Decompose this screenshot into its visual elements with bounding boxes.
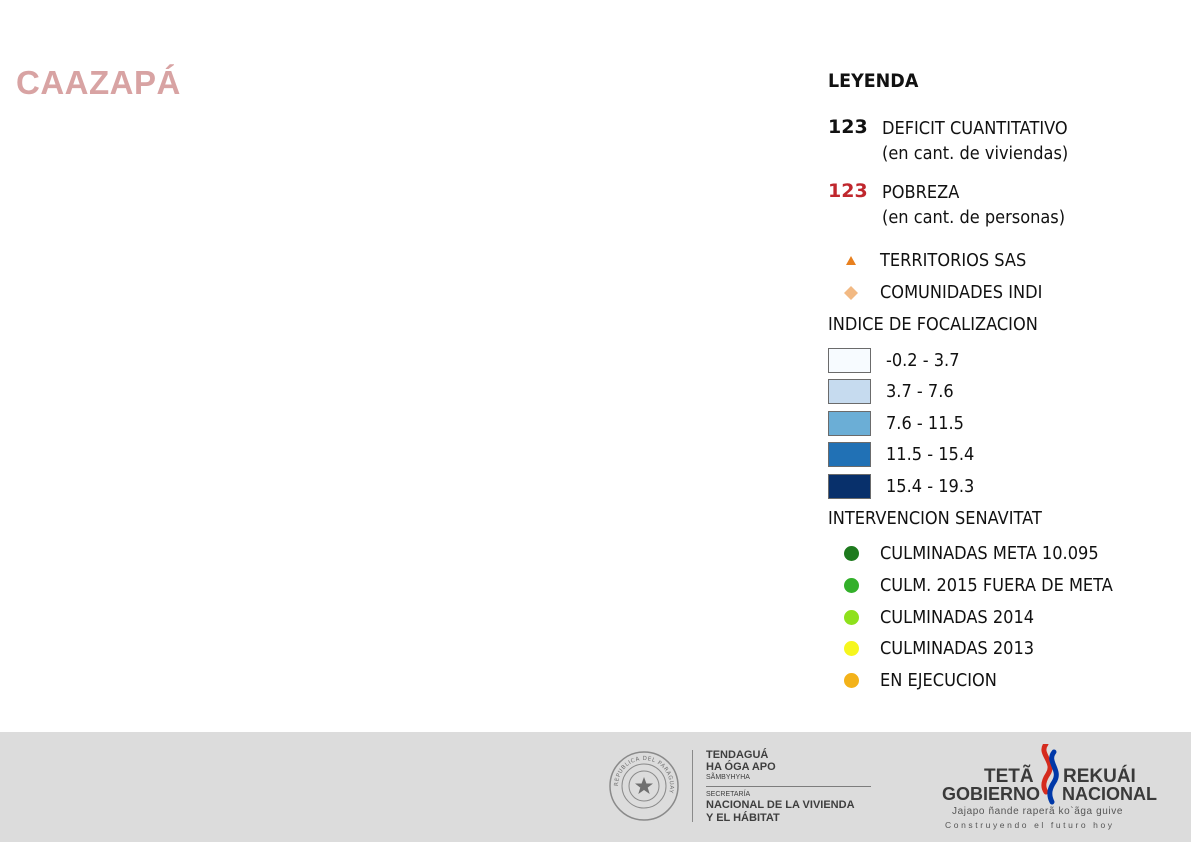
class-swatch xyxy=(828,379,871,404)
class-label: 3.7 - 7.6 xyxy=(886,381,954,402)
gobierno-nacional-logo xyxy=(940,744,1170,834)
class-label: -0.2 - 3.7 xyxy=(886,350,960,371)
intervencion-item xyxy=(828,668,1168,694)
deficit-number-sample: 123 xyxy=(828,116,868,138)
secretaria-line5: NACIONAL DE LA VIVIENDA xyxy=(706,799,855,811)
pobreza-label-line2: (en cant. de personas) xyxy=(882,207,1066,228)
intervencion-label: CULMINADAS 2013 xyxy=(880,638,1035,659)
comunidades-indi-label: COMUNIDADES INDI xyxy=(880,282,1043,303)
legend-item-pobreza xyxy=(828,180,1168,232)
status-dot-icon xyxy=(844,610,859,625)
focalizacion-class xyxy=(828,473,1168,501)
footer-bar xyxy=(0,732,1191,842)
secretaria-line2: HA ÓGA APO xyxy=(706,761,776,773)
status-dot-icon xyxy=(844,546,859,561)
intervencion-label: CULM. 2015 FUERA DE META xyxy=(880,575,1113,596)
footer-divider xyxy=(692,750,693,822)
deficit-label xyxy=(882,116,1068,166)
map-canvas[interactable] xyxy=(0,100,800,720)
legend-title: LEYENDA xyxy=(828,70,919,92)
gobierno-word4: NACIONAL xyxy=(1062,784,1157,804)
class-label: 7.6 - 11.5 xyxy=(886,413,964,434)
gobierno-tagline-guarani: Jajapo ñande raperã ko`ãga guive xyxy=(952,806,1123,817)
class-label: 11.5 - 15.4 xyxy=(886,444,975,465)
intervencion-heading: INTERVENCION SENAVITAT xyxy=(828,508,1042,529)
secretaria-line3: SÃMBYHYHA xyxy=(706,774,750,781)
deficit-label-line2: (en cant. de viviendas) xyxy=(882,143,1069,164)
legend-item-deficit xyxy=(828,116,1168,168)
intervencion-item xyxy=(828,573,1168,599)
status-dot-icon xyxy=(844,578,859,593)
focalizacion-heading: INDICE DE FOCALIZACION xyxy=(828,314,1038,335)
intervencion-label: EN EJECUCION xyxy=(880,670,997,691)
intervencion-item xyxy=(828,636,1168,662)
pobreza-label xyxy=(882,180,1065,230)
map-legend xyxy=(828,68,1178,708)
focalizacion-class xyxy=(828,441,1168,469)
gobierno-word2: REKUÁI xyxy=(1063,766,1136,787)
territorios-sas-label: TERRITORIOS SAS xyxy=(880,250,1027,271)
intervencion-item xyxy=(828,541,1168,567)
triangle-icon xyxy=(842,252,860,270)
pobreza-number-sample: 123 xyxy=(828,180,868,202)
intervencion-item xyxy=(828,605,1168,631)
gobierno-word1: TETÃ xyxy=(984,766,1034,787)
intervencion-label: CULMINADAS META 10.095 xyxy=(880,543,1099,564)
gobierno-tagline-spanish: Construyendo el futuro hoy xyxy=(945,820,1115,830)
page-title: CAAZAPÁ xyxy=(16,64,181,101)
status-dot-icon xyxy=(844,641,859,656)
deficit-label-line1: DEFICIT CUANTITATIVO xyxy=(882,118,1068,139)
focalizacion-class xyxy=(828,347,1168,375)
pobreza-label-line1: POBREZA xyxy=(882,182,960,203)
gobierno-word3: GOBIERNO xyxy=(942,784,1041,804)
legend-item-comunidades-indi xyxy=(828,280,1168,306)
class-swatch xyxy=(828,411,871,436)
class-swatch xyxy=(828,348,871,373)
secretaria-line4: SECRETARÍA xyxy=(706,791,751,798)
diamond-icon xyxy=(842,284,860,302)
secretaria-line6: Y EL HÁBITAT xyxy=(706,812,780,824)
senavitat-wordmark xyxy=(706,749,876,825)
focalizacion-class xyxy=(828,378,1168,406)
status-dot-icon xyxy=(844,673,859,688)
national-seal-icon xyxy=(608,750,680,822)
focalizacion-class xyxy=(828,410,1168,438)
class-swatch xyxy=(828,474,871,499)
secretaria-rule xyxy=(706,786,871,787)
class-label: 15.4 - 19.3 xyxy=(886,476,975,497)
legend-item-territorios-sas xyxy=(828,248,1168,274)
intervencion-label: CULMINADAS 2014 xyxy=(880,607,1035,628)
seal-text: REPUBLICA DEL PARAGUAY xyxy=(613,755,675,795)
secretaria-line1: TENDAGUÁ xyxy=(706,749,769,761)
class-swatch xyxy=(828,442,871,467)
